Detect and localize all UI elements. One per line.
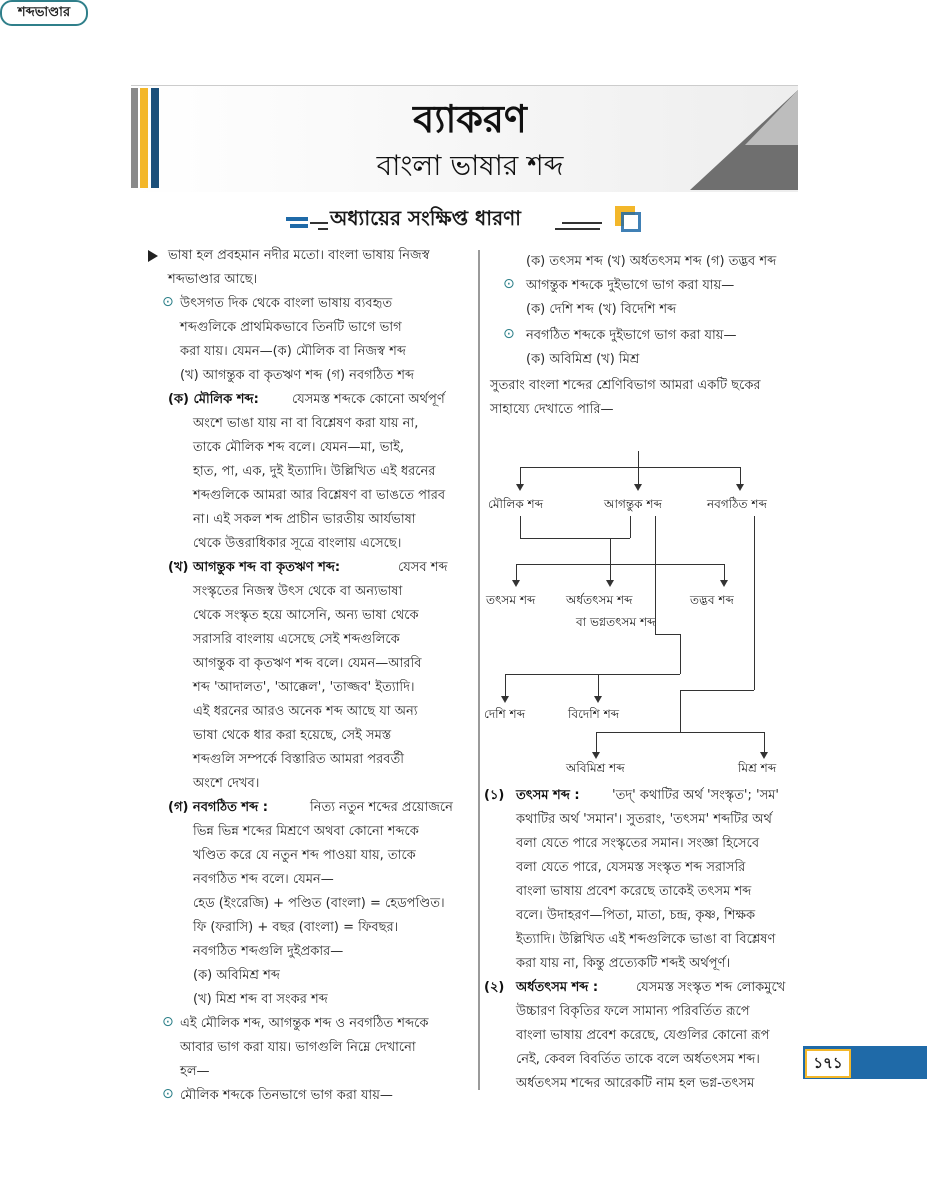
para-1-line: বাংলা ভাষায় প্রবেশ করেছে তাকেই তৎসম শব্দ [516, 884, 752, 899]
connector [596, 732, 597, 752]
para-1-heading: তৎসম শব্দ : [516, 788, 580, 803]
diagram-node-agantuk: আগন্তুক শব্দ [604, 497, 662, 511]
diagram-node-tadbhav: তদ্ভব শব্দ [690, 593, 734, 607]
section-heading-rule-right [562, 222, 602, 224]
origin-line: উৎসগত দিক থেকে বাংলা ভাষায় ব্যবহৃত [180, 296, 393, 311]
agantuk-line: সরাসরি বাংলায় এসেছে সেই শব্দগুলিকে [193, 632, 400, 647]
division-line: হল— [180, 1064, 210, 1079]
diagram-node-deshi: দেশি শব্দ [484, 707, 526, 721]
arrow-icon [720, 580, 728, 587]
maulik-line: থেকে উত্তরাধিকার সূত্রে বাংলায় এসেছে। [193, 536, 402, 551]
connector [520, 538, 630, 539]
agantuk-types-heading: আগন্তুক শব্দকে দুইভাগে ভাগ করা যায়— [526, 278, 735, 293]
para-1-line: 'তদ্' কথাটির অর্থ 'সংস্কৃত'; 'সম' [612, 788, 779, 803]
maulik-line: হাত, পা, এক, দুই ইত্যাদি। উল্লিখিত এই ধরনের [193, 464, 436, 479]
para-2-line: নেই, কেবল বিবর্তিত তাকে বলে অর্ধতৎসম শব্দ। [516, 1052, 760, 1067]
nabagathita-line: ভিন্ন ভিন্ন শব্দের মিশ্রণে অথবা কোনো শব্দকে [193, 824, 419, 839]
connector [520, 467, 740, 468]
banner-stripe-grey [131, 88, 138, 188]
arrow-icon [512, 580, 520, 587]
arrow-icon [501, 696, 509, 703]
para-1-line: বলা যেতে পারে, যেসমস্ত সংস্কৃত শব্দ সরাসরি [516, 860, 746, 875]
diagram-node-mishra: মিশ্র শব্দ [738, 761, 777, 775]
nabagathita-line: (খ) মিশ্র শব্দ বা সংকর শব্দ [193, 992, 328, 1007]
agantuk-line: যেসব শব্দ [398, 560, 448, 575]
chart-intro-line: সুতরাং বাংলা শব্দের শ্রেণিবিভাগ আমরা একটি ছকের [490, 378, 761, 393]
nabagathita-example: হেড (ইংরেজি) + পণ্ডিত (বাংলা) = হেডপণ্ডিত। [193, 896, 445, 911]
maulik-types-line: (ক) তৎসম শব্দ (খ) অর্ধতৎসম শব্দ (গ) তদ্ভব শব্দ [526, 254, 777, 269]
arrow-icon [594, 696, 602, 703]
para-1-line: ইত্যাদি। উল্লিখিত এই শব্দগুলিকে ভাঙা বা বিশ্লেষণ [516, 932, 776, 947]
section-title: অধ্যায়ের সংক্ষিপ্ত ধারণা [330, 206, 521, 230]
arrow-icon [634, 484, 642, 491]
connector [505, 674, 680, 675]
diagram-node-bideshi: বিদেশি শব্দ [568, 707, 620, 721]
connector [505, 674, 506, 696]
arrow-icon [736, 484, 744, 491]
column-divider [478, 250, 480, 1090]
intro-line: শব্দভাণ্ডার আছে। [168, 272, 258, 287]
nabagathita-example: ফি (ফরাসি) + বছর (বাংলা) = ফিবছর। [193, 920, 399, 935]
section-heading-left-icon [286, 214, 308, 226]
section-heading-right-icon [615, 206, 641, 232]
intro-line: ভাষা হল প্রবহমান নদীর মতো। বাংলা ভাষায় নিজস্ব [168, 248, 430, 263]
connector [655, 516, 656, 634]
circle-bullet-icon: ⊙ [162, 1014, 174, 1030]
maulik-line: শব্দগুলিকে আমরা আর বিশ্লেষণ বা ভাঙতে পারব [193, 488, 446, 503]
section-heading-rule-right-2 [555, 228, 600, 230]
agantuk-line: শব্দ 'আদালত', 'আক্কেল', 'তাজ্জব' ইত্যাদি। [193, 680, 415, 695]
diagram-node-abimishra: অবিমিশ্র শব্দ [566, 761, 625, 775]
para-2-line: অর্ধতৎসম শব্দের আরেকটি নাম হল ভগ্ন-তৎসম [516, 1076, 755, 1091]
connector [598, 674, 599, 696]
diagram-node-ardhatatsam: অর্ধতৎসম শব্দ [566, 593, 633, 607]
connector [516, 564, 517, 580]
connector [754, 516, 755, 690]
nabagathita-line: নবগঠিত শব্দগুলি দুইপ্রকার— [193, 944, 344, 959]
para-2-heading: অর্ধতৎসম শব্দ : [516, 980, 599, 995]
agantuk-line: শব্দগুলি সম্পর্কে বিস্তারিত আমরা পরবর্তী [193, 752, 404, 767]
circle-bullet-icon: ⊙ [162, 294, 174, 310]
nabagathita-line: (ক) অবিমিশ্র শব্দ [193, 968, 280, 983]
origin-line: (খ) আগন্তুক বা কৃতঋণ শব্দ (গ) নবগঠিত শব্দ [180, 368, 415, 383]
para-1-line: করা যায় না, কিন্তু প্রত্যেকটি শব্দই অর্থপূর্ণ। [516, 956, 731, 971]
connector [596, 732, 764, 733]
origin-line: শব্দগুলিকে প্রাথমিকভাবে তিনটি ভাগে ভাগ [180, 320, 402, 335]
arrow-icon [760, 752, 768, 759]
chart-intro-line: সাহায্যে দেখাতে পারি— [490, 402, 614, 417]
circle-bullet-icon: ⊙ [162, 1086, 174, 1102]
maulik-heading: (ক) মৌলিক শব্দ: [168, 392, 259, 407]
connector [680, 634, 681, 674]
agantuk-types-line: (ক) দেশি শব্দ (খ) বিদেশি শব্দ [526, 302, 677, 317]
maulik-line: না। এই সকল শব্দ প্রাচীন ভারতীয় আর্যভাষা [193, 512, 416, 527]
connector [724, 564, 725, 580]
maulik-line: অংশে ভাঙা যায় না বা বিশ্লেষণ করা যায় না, [193, 416, 419, 431]
para-2-line: উচ্চারণ বিকৃতির ফলে সামান্য পরিবর্তিত রূপে [516, 1004, 750, 1019]
division-line: মৌলিক শব্দকে তিনভাগে ভাগ করা যায়— [180, 1088, 393, 1103]
arrow-icon [592, 752, 600, 759]
connector [680, 690, 681, 732]
circle-bullet-icon: ⊙ [503, 276, 515, 292]
connector [520, 516, 521, 538]
diagram-node-bhagna: বা ভগ্নতৎসম শব্দ [576, 615, 656, 629]
arrow-icon [606, 580, 614, 587]
connector [520, 467, 521, 485]
chapter-subtitle: বাংলা ভাষার শব্দ [376, 149, 564, 182]
triangle-bullet-icon [148, 250, 158, 262]
diagram-node-nabagathita: নবগঠিত শব্দ [707, 497, 767, 511]
diagram-root-node: শব্দভাণ্ডার [0, 0, 88, 26]
division-line: এই মৌলিক শব্দ, আগন্তুক শব্দ ও নবগঠিত শব্দকে [180, 1016, 429, 1031]
section-heading-rule-left-2 [318, 228, 328, 230]
connector [610, 538, 611, 580]
connector [655, 634, 680, 635]
agantuk-line: ভাষা থেকে ধার করা হয়েছে, সেই সমস্ত [193, 728, 392, 743]
para-1-number: (১) [484, 788, 505, 803]
nabagathita-types-line: (ক) অবিমিশ্র (খ) মিশ্র [526, 352, 640, 367]
connector [630, 516, 631, 538]
nabagathita-line: নিত্য নতুন শব্দের প্রয়োজনে [310, 800, 453, 815]
agantuk-heading: (খ) আগন্তুক শব্দ বা কৃতঋণ শব্দ: [168, 560, 341, 575]
connector [516, 564, 724, 565]
connector [764, 732, 765, 752]
connector [638, 451, 639, 485]
para-2-number: (২) [484, 980, 505, 995]
section-heading-rule-left [310, 222, 328, 224]
nabagathita-heading: (গ) নবগঠিত শব্দ : [168, 800, 268, 815]
arrow-icon [516, 484, 524, 491]
connector [680, 690, 754, 691]
maulik-line: তাকে মৌলিক শব্দ বলে। যেমন—মা, ভাই, [193, 440, 405, 455]
connector [740, 467, 741, 485]
para-2-line: যেসমস্ত সংস্কৃত শব্দ লোকমুখে [636, 980, 786, 995]
nabagathita-types-heading: নবগঠিত শব্দকে দুইভাগে ভাগ করা যায়— [526, 328, 737, 343]
diagram-node-maulik: মৌলিক শব্দ [488, 497, 544, 511]
agantuk-line: থেকে সংস্কৃত হয়ে আসেনি, অন্য ভাষা থেকে [193, 608, 419, 623]
agantuk-line: অংশে দেখব। [193, 776, 260, 791]
para-1-line: বলে। উদাহরণ—পিতা, মাতা, চন্দ্র, কৃষ্ণ, শিক্ষক [516, 908, 756, 923]
circle-bullet-icon: ⊙ [503, 326, 515, 342]
origin-line: করা যায়। যেমন—(ক) মৌলিক বা নিজস্ব শব্দ [180, 344, 406, 359]
maulik-line: যেসমস্ত শব্দকে কোনো অর্থপূর্ণ [292, 392, 445, 407]
nabagathita-line: খণ্ডিত করে যে নতুন শব্দ পাওয়া যায়, তাকে [193, 848, 416, 863]
page-number: ১৭১ [805, 1049, 851, 1078]
agantuk-line: সংস্কৃতের নিজস্ব উৎস থেকে বা অন্যভাষা [193, 584, 403, 599]
diagram-node-tatsam: তৎসম শব্দ [486, 593, 536, 607]
division-line: আবার ভাগ করা যায়। ভাগগুলি নিম্নে দেখানো [180, 1040, 416, 1055]
agantuk-line: আগন্তুক বা কৃতঋণ শব্দ বলে। যেমন—আরবি [193, 656, 422, 671]
para-2-line: বাংলা ভাষায় প্রবেশ করেছে, যেগুলির কোনো রূপ [516, 1028, 770, 1043]
chapter-title: ব্যাকরণ [413, 97, 527, 141]
nabagathita-line: নবগঠিত শব্দ বলে। যেমন— [193, 872, 334, 887]
para-1-line: কথাটির অর্থ 'সমান'। সুতরাং, 'তৎসম' শব্দটির অর্থ [516, 812, 772, 827]
banner-stripe-yellow [140, 88, 148, 188]
agantuk-line: এই ধরনের আরও অনেক শব্দ আছে যা অন্য [193, 704, 418, 719]
banner-stripe-blue [151, 88, 159, 188]
para-1-line: বলা যেতে পারে সংস্কৃতের সমান। সংজ্ঞা হিসেবে [516, 836, 760, 851]
